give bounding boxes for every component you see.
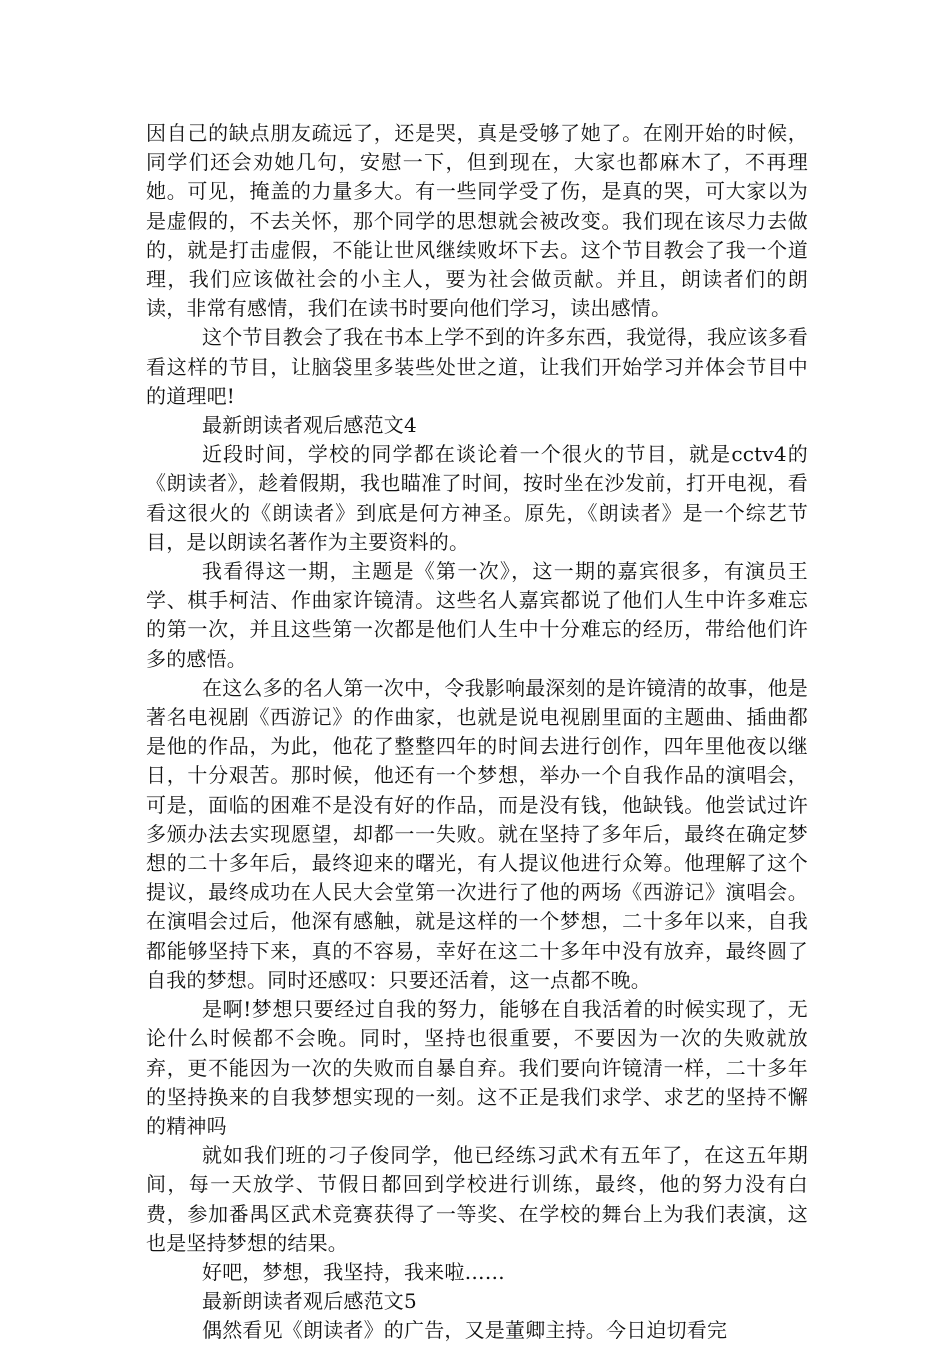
paragraph-8: 好吧，梦想，我坚持，我来啦…… [202,1259,505,1284]
paragraph-1: 因自己的缺点朋友疏远了，还是哭，真是受够了她了。在刚开始的时候，同学们还会劝她几句，安慰一下，但到现在，大家也都麻木了，不再理她。可见，掩盖的力量多大。有一些同学受了伤，是真的哭，可大家以为是虚假的，不去关怀，那个同学的思想就会被改变。我们现在该尽力去做的，就是打击虚假，不能让世风继续败坏下去。这个节目教会了我一个道理，我们应该做社会的小主人，要为社会做贡献。并且，朗读者们的朗读，非常有感情，我们在读书时要向他们学习，读出感情。 [146,121,808,321]
section-heading-5: 最新朗读者观后感范文5 [202,1289,417,1314]
section-heading-4: 最新朗读者观后感范文4 [202,413,417,438]
paragraph-3: 近段时间，学校的同学都在谈论着一个很火的节目，就是cctv4的《朗读者》，趁着假期，我也瞄准了时间，按时坐在沙发前，打开电视，看看这很火的《朗读者》到底是何方神圣。原先，《朗读者》是一个综艺节目，是以朗读名著作为主要资料的。 [146,442,808,554]
paragraph-7: 就如我们班的刁子俊同学，他已经练习武术有五年了，在这五年期间，每一天放学、节假日都回到学校进行训练，最终，他的努力没有白费，参加番禺区武术竞赛获得了一等奖、在学校的舞台上为我们表演，这也是坚持梦想的结果。 [146,1143,808,1255]
paragraph-5: 在这么多的名人第一次中，令我影响最深刻的是许镜清的故事，他是著名电视剧《西游记》的作曲家，也就是说电视剧里面的主题曲、插曲都是他的作品，为此，他花了整整四年的时间去进行创作，四年里他夜以继日，十分艰苦。那时候，他还有一个梦想，举办一个自我作品的演唱会，可是，面临的困难不是没有好的作品，而是没有钱，他缺钱。他尝试过许多颁办法去实现愿望，却都一一失败。就在坚持了多年后，最终在确定梦想的二十多年后，最终迎来的曙光，有人提议他进行众筹。他理解了这个提议，最终成功在人民大会堂第一次进行了他的两场《西游记》演唱会。在演唱会过后，他深有感触，就是这样的一个梦想，二十多年以来，自我都能够坚持下来，真的不容易，幸好在这二十多年中没有放弃，最终圆了自我的梦想。同时还感叹：只要还活着，这一点都不晚。 [146,675,808,992]
paragraph-6: 是啊!梦想只要经过自我的努力，能够在自我活着的时候实现了，无论什么时候都不会晚。同时，坚持也很重要，不要因为一次的失败就放弃，更不能因为一次的失败而自暴自弃。我们要向许镜清一样，二十多年的坚持换来的自我梦想实现的一刻。这不正是我们求学、求艺的坚持不懈的精神吗 [146,997,808,1138]
paragraph-2: 这个节目教会了我在书本上学不到的许多东西，我觉得，我应该多看看这样的节目，让脑袋里多装些处世之道，让我们开始学习并体会节目中的道理吧! [146,325,808,408]
document-body [146,119,808,1346]
paragraph-9: 偶然看见《朗读者》的广告，又是董卿主持。今日迫切看完 [202,1318,728,1343]
paragraph-4: 我看得这一期，主题是《第一次》，这一期的嘉宾很多，有演员王学、棋手柯洁、作曲家许镜清。这些名人嘉宾都说了他们人生中许多难忘的第一次，并且这些第一次都是他们人生中十分难忘的经历，带给他们许多的感悟。 [146,559,808,671]
